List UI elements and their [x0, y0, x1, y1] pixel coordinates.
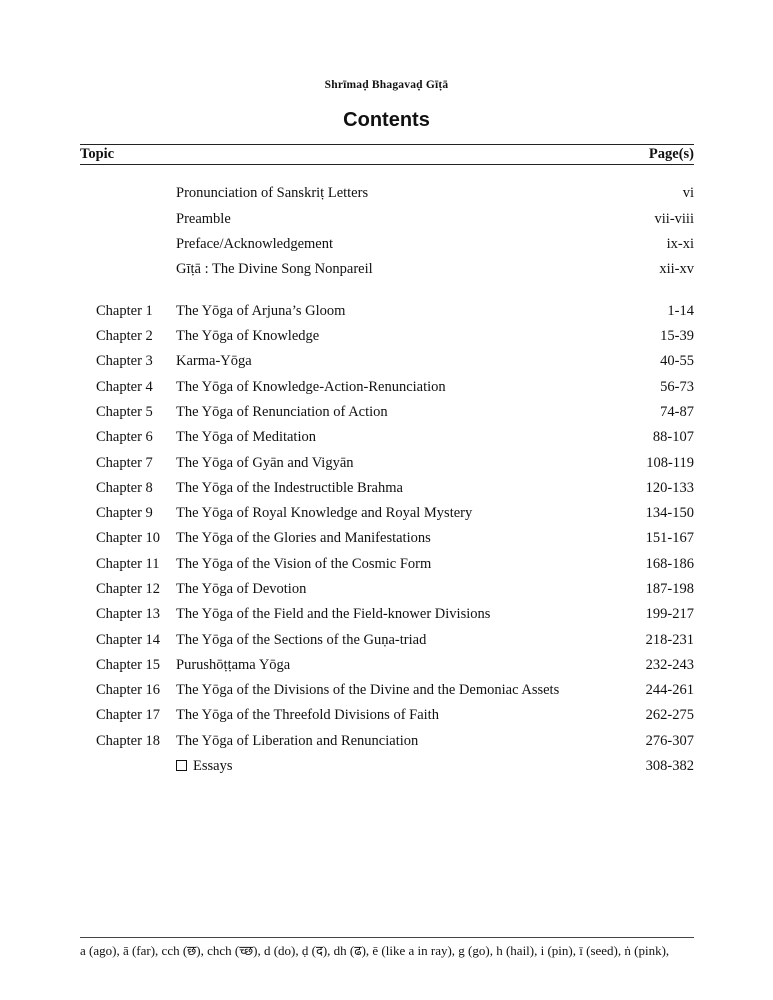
chapter-title: The Yōga of Renunciation of Action	[176, 404, 388, 420]
chapter-pages: 151-167	[645, 530, 694, 546]
chapter-label: Chapter 2	[96, 328, 153, 344]
table-row[interactable]	[0, 704, 773, 726]
chapter-label: Chapter 1	[96, 303, 153, 319]
chapter-title: The Yōga of Knowledge	[176, 328, 320, 344]
table-row[interactable]	[0, 426, 773, 448]
table-row[interactable]	[0, 578, 773, 600]
chapter-pages: 120-133	[645, 480, 694, 496]
chapter-pages: 168-186	[645, 556, 694, 572]
column-header-topic: Topic	[80, 146, 115, 162]
chapter-pages: 15-39	[660, 328, 694, 344]
checkbox-icon	[176, 760, 187, 771]
chapter-title: The Yōga of Liberation and Renunciation	[176, 733, 419, 749]
page-title: Contents	[343, 109, 430, 131]
chapter-title: Karma-Yōga	[176, 353, 252, 369]
chapter-title: The Yōga of the Sections of the Guṇa-triad	[176, 632, 427, 648]
chapter-label: Chapter 18	[96, 733, 161, 749]
chapter-pages: 108-119	[646, 455, 694, 471]
chapter-title: The Yōga of the Vision of the Cosmic Form	[176, 556, 432, 572]
table-row[interactable]	[0, 350, 773, 372]
table-row[interactable]	[0, 477, 773, 499]
chapter-pages: 244-261	[645, 682, 694, 698]
chapter-pages: 1-14	[667, 303, 694, 319]
essays-title: Essays	[193, 758, 233, 774]
table-row[interactable]	[0, 502, 773, 524]
table-row[interactable]	[0, 629, 773, 651]
chapter-label: Chapter 14	[96, 632, 161, 648]
table-row[interactable]	[0, 603, 773, 625]
chapter-label: Chapter 9	[96, 505, 153, 521]
chapter-label: Chapter 5	[96, 404, 153, 420]
entry-title: Gīṭā : The Divine Song Nonpareil	[176, 261, 373, 277]
chapter-title: Purushōṭṭama Yōga	[176, 657, 291, 673]
table-row[interactable]	[0, 527, 773, 549]
chapter-label: Chapter 4	[96, 379, 153, 395]
entry-pages: vi	[682, 185, 694, 201]
chapter-label: Chapter 8	[96, 480, 153, 496]
chapter-title: The Yōga of Arjuna’s Gloom	[176, 303, 346, 319]
chapter-label: Chapter 10	[96, 530, 161, 546]
entry-pages: vii-viii	[654, 211, 694, 227]
chapter-label: Chapter 6	[96, 429, 153, 445]
entry-pages: ix-xi	[666, 236, 694, 252]
chapter-pages: 74-87	[660, 404, 694, 420]
chapter-pages: 56-73	[660, 379, 694, 395]
chapter-title: The Yōga of the Threefold Divisions of Faith	[176, 707, 439, 723]
chapter-label: Chapter 16	[96, 682, 161, 698]
chapter-pages: 218-231	[645, 632, 694, 648]
table-row[interactable]	[0, 325, 773, 347]
chapter-title: The Yōga of the Divisions of the Divine and the Demoniac Assets	[176, 682, 560, 698]
table-row[interactable]	[0, 730, 773, 752]
entry-title: Preface/Acknowledgement	[176, 236, 334, 252]
entry-title: Preamble	[176, 211, 231, 227]
entry-title: Pronunciation of Sanskriṭ Letters	[176, 185, 369, 201]
chapter-pages: 276-307	[645, 733, 694, 749]
table-row[interactable]	[0, 654, 773, 676]
chapter-title: The Yōga of Gyān and Vigyān	[176, 455, 354, 471]
chapter-title: The Yōga of the Field and the Field-knower Divisions	[176, 606, 491, 622]
table-row[interactable]	[0, 300, 773, 322]
chapter-title: The Yōga of the Glories and Manifestations	[176, 530, 431, 546]
chapter-title: The Yōga of Devotion	[176, 581, 307, 597]
chapter-pages: 199-217	[645, 606, 694, 622]
chapter-title: The Yōga of the Indestructible Brahma	[176, 480, 403, 496]
chapter-label: Chapter 7	[96, 455, 153, 471]
pronunciation-key: a (ago), ā (far), cch (छ), chch (च्छ), d (do), ḍ (द), dh (ढ), ē (like a in ray), g (go), h (hail), i (pin), ī (seed), ṅ (pink),	[80, 943, 670, 958]
essays-entry	[176, 755, 232, 777]
chapter-pages: 134-150	[645, 505, 694, 521]
chapter-label: Chapter 11	[96, 556, 160, 572]
chapter-title: The Yōga of Royal Knowledge and Royal Mystery	[176, 505, 473, 521]
table-row[interactable]	[0, 376, 773, 398]
entry-pages: xii-xv	[659, 261, 694, 277]
chapter-pages: 40-55	[660, 353, 694, 369]
chapter-label: Chapter 13	[96, 606, 161, 622]
chapter-pages: 187-198	[645, 581, 694, 597]
list-item[interactable]	[0, 182, 773, 204]
table-row[interactable]	[0, 452, 773, 474]
list-item[interactable]	[0, 258, 773, 280]
column-header-pages: Page(s)	[648, 146, 694, 162]
chapter-pages: 232-243	[645, 657, 694, 673]
list-item[interactable]	[0, 233, 773, 255]
table-row[interactable]	[0, 553, 773, 575]
chapter-title: The Yōga of Meditation	[176, 429, 316, 445]
table-row[interactable]	[0, 401, 773, 423]
chapter-label: Chapter 3	[96, 353, 153, 369]
chapter-label: Chapter 12	[96, 581, 161, 597]
book-title: Shrīmaḍ Bhagavaḍ Gīṭā	[324, 79, 449, 91]
chapter-pages: 262-275	[645, 707, 694, 723]
chapter-label: Chapter 15	[96, 657, 161, 673]
chapter-title: The Yōga of Knowledge-Action-Renunciation	[176, 379, 446, 395]
essays-row[interactable]	[0, 755, 773, 777]
essays-pages: 308-382	[645, 758, 694, 774]
chapter-label: Chapter 17	[96, 707, 161, 723]
table-row[interactable]	[0, 679, 773, 701]
footer-rule	[80, 937, 694, 938]
chapter-pages: 88-107	[652, 429, 694, 445]
list-item[interactable]	[0, 208, 773, 230]
